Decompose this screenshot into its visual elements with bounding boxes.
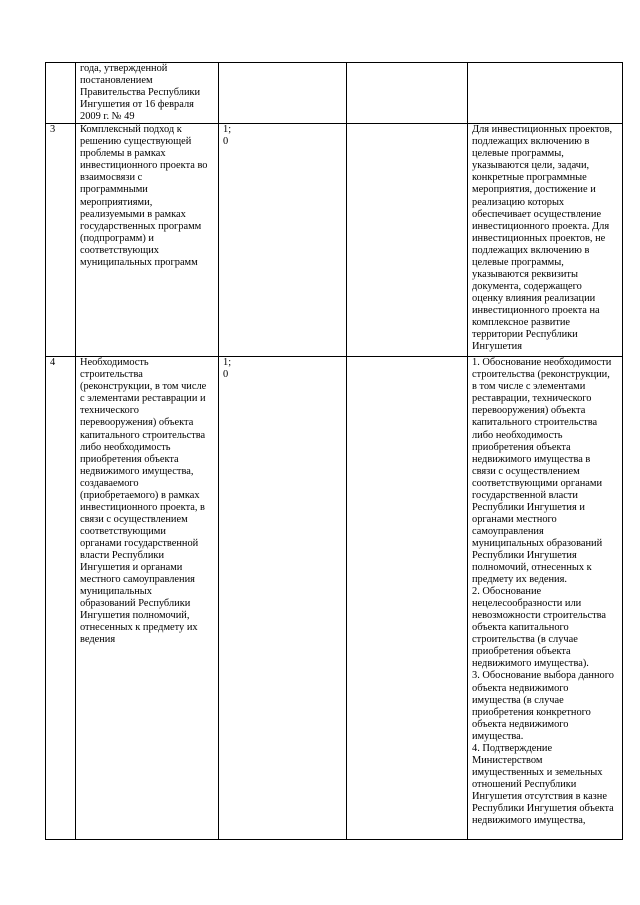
text-line: технического bbox=[80, 405, 139, 417]
text-line: строительства (в случае bbox=[472, 634, 578, 646]
text-line: конкретные программные bbox=[472, 172, 587, 184]
text-line: комплексное развитие bbox=[472, 316, 571, 328]
text-line: мероприятиями, bbox=[80, 196, 153, 208]
text-line: Ингушетия от 16 февраля bbox=[80, 99, 194, 111]
text-line: связи с осуществлением bbox=[80, 513, 188, 525]
text-line: 2009 г. № 49 bbox=[80, 111, 135, 123]
text-line: (приобретаемого) в рамках bbox=[80, 489, 200, 501]
text-line: муниципальных образований bbox=[472, 537, 603, 549]
text-line: органами государственной bbox=[80, 537, 199, 549]
text-line: 3. Обоснование выбора данного bbox=[472, 670, 614, 682]
text-line: невозможности строительства bbox=[472, 610, 607, 622]
text-line: 4. Подтверждение bbox=[472, 742, 553, 754]
text-line: Ингушетия и органами bbox=[80, 562, 183, 574]
value-line: 0 bbox=[223, 136, 229, 148]
text-line: органами местного bbox=[472, 513, 557, 525]
text-line: обеспечивает осуществление bbox=[472, 208, 602, 220]
criterion-name bbox=[76, 357, 219, 840]
criterion-weight bbox=[347, 63, 468, 124]
text-line: недвижимого имущества). bbox=[472, 658, 589, 670]
text-line: власти Республики bbox=[80, 549, 165, 561]
text-line: перевооружения) объекта bbox=[80, 417, 194, 429]
criterion-name bbox=[76, 63, 219, 124]
text-line: инвестиционного проекта во bbox=[80, 160, 208, 172]
text-line: капитального строительства bbox=[80, 429, 206, 441]
criterion-weight bbox=[347, 124, 468, 357]
text-line: строительства (реконструкции, bbox=[472, 369, 610, 381]
text-line: в том числе с элементами bbox=[472, 381, 586, 393]
text-line: объекта недвижимого bbox=[472, 718, 569, 730]
text-line: инвестиционного проекта на bbox=[472, 304, 600, 316]
value-line: 1; bbox=[223, 357, 232, 369]
text-line: полномочий, отнесенных к bbox=[472, 562, 592, 574]
text-line: года, утвержденной bbox=[80, 63, 168, 74]
text-line: либо необходимость bbox=[472, 429, 563, 441]
text-line: реставрации, технического bbox=[472, 393, 592, 405]
text-line: нецелесообразности или bbox=[472, 598, 582, 610]
text-line: отнесенных к предмету их bbox=[80, 622, 198, 634]
text-line: имущественных и земельных bbox=[472, 766, 603, 778]
text-line: проблемы в рамках bbox=[80, 148, 166, 160]
text-line: Для инвестиционных проектов, bbox=[472, 124, 613, 136]
text-line: программными bbox=[80, 184, 148, 196]
row-number bbox=[46, 63, 76, 124]
criteria-table bbox=[45, 62, 623, 840]
text-line: 2. Обоснование bbox=[472, 586, 542, 598]
text-line: капитального строительства bbox=[472, 417, 598, 429]
text-line: либо необходимость bbox=[80, 441, 171, 453]
text-line: 1. Обоснование необходимости bbox=[472, 357, 612, 369]
text-line: реализуемыми в рамках bbox=[80, 208, 186, 220]
text-line: Необходимость bbox=[80, 357, 149, 369]
text-line: указываются цели, задачи, bbox=[472, 160, 590, 172]
text-line: недвижимого имущества в bbox=[472, 453, 591, 465]
text-line: государственной власти bbox=[472, 489, 578, 501]
text-line: решению существующей bbox=[80, 136, 192, 148]
criterion-values bbox=[219, 124, 347, 357]
text-line: связи с осуществлением bbox=[472, 465, 580, 477]
text-line: предмету их ведения. bbox=[472, 574, 567, 586]
text-line: инвестиционного проекта. Для bbox=[472, 220, 610, 232]
criterion-weight bbox=[347, 357, 468, 840]
text-line: недвижимого имущества, bbox=[80, 465, 194, 477]
text-line: недвижимого имущества, bbox=[472, 815, 586, 827]
text-line: взаимосвязи с bbox=[80, 172, 143, 184]
text-line: муниципальных bbox=[80, 586, 152, 598]
text-line: (реконструкции, в том числе bbox=[80, 381, 207, 393]
text-line: Министерством bbox=[472, 754, 543, 766]
value-line: 0 bbox=[223, 369, 229, 381]
text-line: государственных программ bbox=[80, 220, 202, 232]
text-line: приобретения конкретного bbox=[472, 706, 591, 718]
text-line: Ингушетия полномочий, bbox=[80, 610, 190, 622]
text-line: приобретения объекта bbox=[472, 646, 571, 658]
text-line: подлежащих включению в bbox=[472, 244, 590, 256]
text-line: приобретения объекта bbox=[80, 453, 179, 465]
table-row bbox=[46, 63, 623, 124]
text-line: территории Республики bbox=[472, 329, 578, 341]
text-line: Комплексный подход к bbox=[80, 124, 182, 136]
table-row bbox=[46, 357, 623, 840]
text-line: соответствующими органами bbox=[472, 477, 603, 489]
text-line: инвестиционного проекта, в bbox=[80, 501, 205, 513]
text-line: Ингушетия отсутствия в казне bbox=[472, 790, 607, 802]
text-line: документа, содержащего bbox=[472, 280, 582, 292]
text-line: местного самоуправления bbox=[80, 574, 195, 586]
text-line: Республики Ингушетия объекта bbox=[472, 802, 614, 814]
text-line: соответствующих bbox=[80, 244, 159, 256]
text-line: целевые программы, bbox=[472, 256, 564, 268]
text-line: Правительства Республики bbox=[80, 87, 201, 99]
table-row bbox=[46, 124, 623, 357]
text-line: оценку влияния реализации bbox=[472, 292, 596, 304]
text-line: строительства bbox=[80, 369, 143, 381]
text-line: подлежащих включению в bbox=[472, 136, 590, 148]
value-line: 1; bbox=[223, 124, 232, 136]
text-line: указываются реквизиты bbox=[472, 268, 578, 280]
text-line: соответствующими bbox=[80, 525, 166, 537]
text-line: Республики Ингушетия и bbox=[472, 501, 585, 513]
text-line: образований Республики bbox=[80, 598, 191, 610]
text-line: ведения bbox=[80, 634, 116, 646]
text-line: Республики Ингушетия bbox=[472, 549, 577, 561]
criterion-note bbox=[468, 63, 623, 124]
text-line: самоуправления bbox=[472, 525, 544, 537]
row-number: 4 bbox=[46, 357, 76, 840]
text-line: перевооружения) объекта bbox=[472, 405, 586, 417]
criterion-note bbox=[468, 357, 623, 840]
text-line: инвестиционных проектов, не bbox=[472, 232, 606, 244]
text-line: целевые программы, bbox=[472, 148, 564, 160]
criterion-values bbox=[219, 63, 347, 124]
row-number: 3 bbox=[46, 124, 76, 357]
text-line: объекта недвижимого bbox=[472, 682, 569, 694]
text-line: отношений Республики bbox=[472, 778, 577, 790]
text-line: муниципальных программ bbox=[80, 256, 198, 268]
text-line: имущества. bbox=[472, 730, 524, 742]
criterion-values bbox=[219, 357, 347, 840]
criterion-note bbox=[468, 124, 623, 357]
text-line: с элементами реставрации и bbox=[80, 393, 206, 405]
text-line: реализацию которых bbox=[472, 196, 565, 208]
text-line: имущества (в случае bbox=[472, 694, 564, 706]
text-line: (подпрограмм) и bbox=[80, 232, 154, 244]
text-line: создаваемого bbox=[80, 477, 139, 489]
text-line: объекта капитального bbox=[472, 622, 569, 634]
criterion-name bbox=[76, 124, 219, 357]
text-line: приобретения объекта bbox=[472, 441, 571, 453]
text-line: постановлением bbox=[80, 75, 153, 87]
text-line: Ингушетия bbox=[472, 341, 523, 353]
text-line: мероприятия, достижение и bbox=[472, 184, 596, 196]
